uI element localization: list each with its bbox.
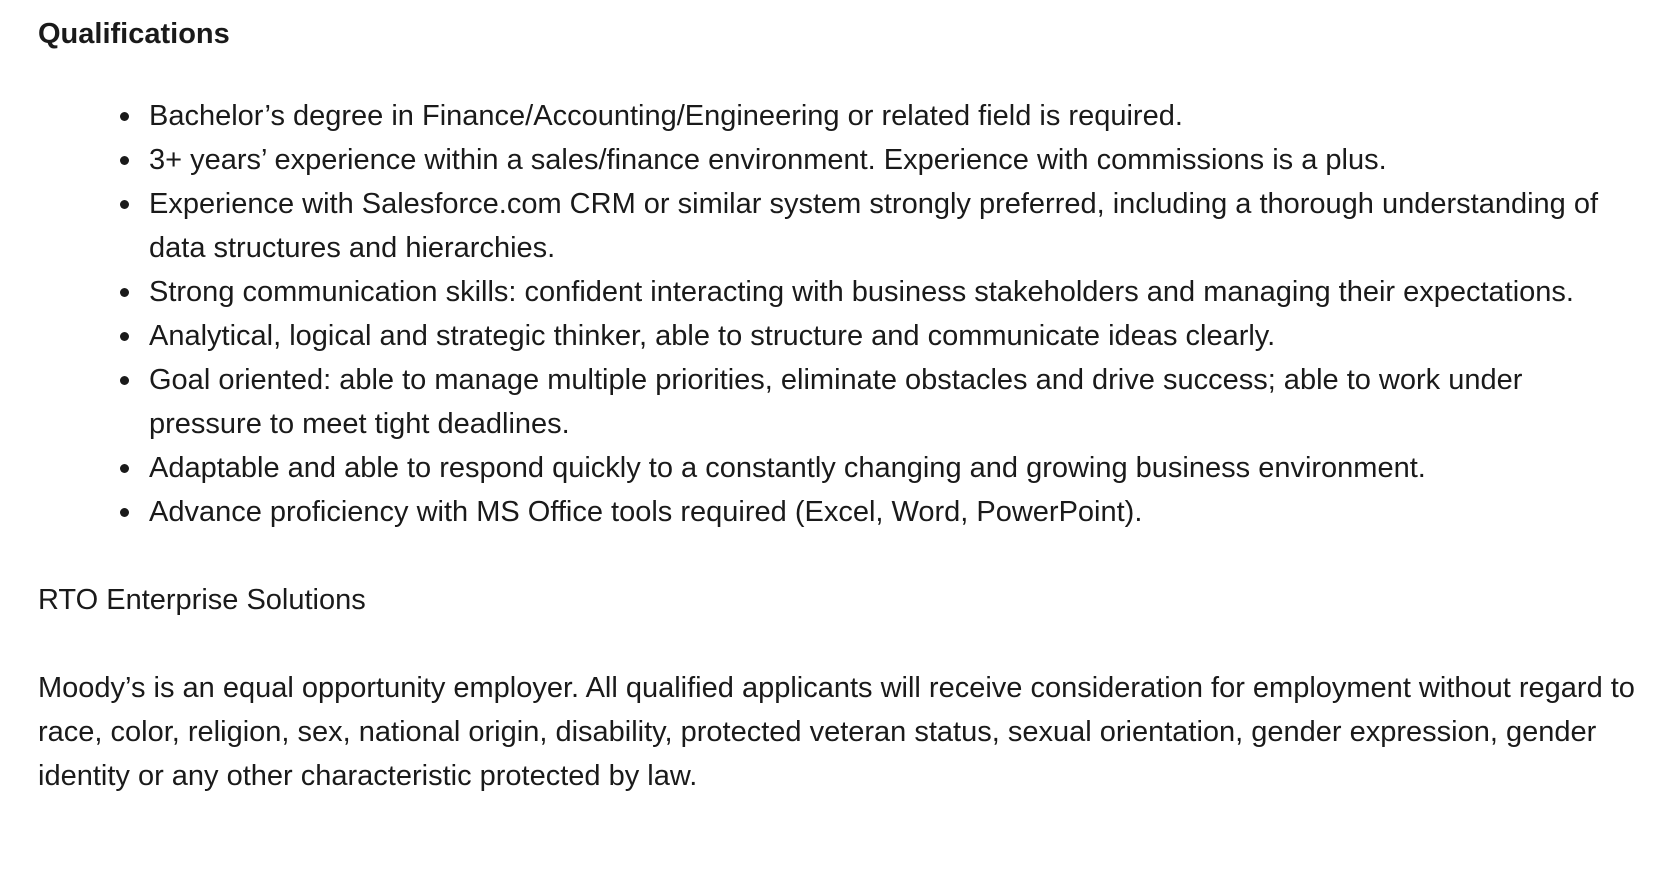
bullet-icon: [120, 112, 129, 121]
list-item: [149, 138, 1622, 182]
list-item: [149, 314, 1622, 358]
list-item-text: Advance proficiency with MS Office tools required (Excel, Word, PowerPoint).: [149, 496, 1143, 528]
list-item-text: 3+ years’ experience within a sales/finance environment. Experience with commissions is a plus.: [149, 144, 1387, 176]
list-item: [149, 270, 1622, 314]
qualifications-heading: Qualifications: [38, 18, 230, 50]
list-item: [149, 490, 1622, 534]
bullet-icon: [120, 508, 129, 517]
list-item: [149, 358, 1622, 446]
list-item: [149, 94, 1622, 138]
company-name: RTO Enterprise Solutions: [38, 584, 366, 616]
bullet-icon: [120, 200, 129, 209]
list-item-text: Experience with Salesforce.com CRM or similar system strongly preferred, including a thorough understanding of data structures and hierarchies.: [149, 188, 1599, 264]
list-item-text: Adaptable and able to respond quickly to a constantly changing and growing business environment.: [149, 452, 1426, 484]
list-item-text: Analytical, logical and strategic thinker, able to structure and communicate ideas clearly.: [149, 320, 1276, 352]
qualifications-list: [38, 94, 1622, 534]
list-item-text: Goal oriented: able to manage multiple priorities, eliminate obstacles and drive success; able to work under pressure to meet tight deadlines.: [149, 364, 1523, 440]
bullet-icon: [120, 156, 129, 165]
list-item: [149, 182, 1622, 270]
bullet-icon: [120, 288, 129, 297]
list-item: [149, 446, 1622, 490]
list-item-text: Bachelor’s degree in Finance/Accounting/Engineering or related field is required.: [149, 100, 1183, 132]
list-item-text: Strong communication skills: confident interacting with business stakeholders and managing their expectations.: [149, 276, 1574, 308]
bullet-icon: [120, 332, 129, 341]
bullet-icon: [120, 376, 129, 385]
equal-opportunity-statement: Moody’s is an equal opportunity employer. All qualified applicants will receive consideration for employment without regard to race, color, religion, sex, national origin, disability, protected veteran status, sexual orientation, gender expression, gender identity or any other characteristic protected by law.: [38, 672, 1635, 792]
bullet-icon: [120, 464, 129, 473]
